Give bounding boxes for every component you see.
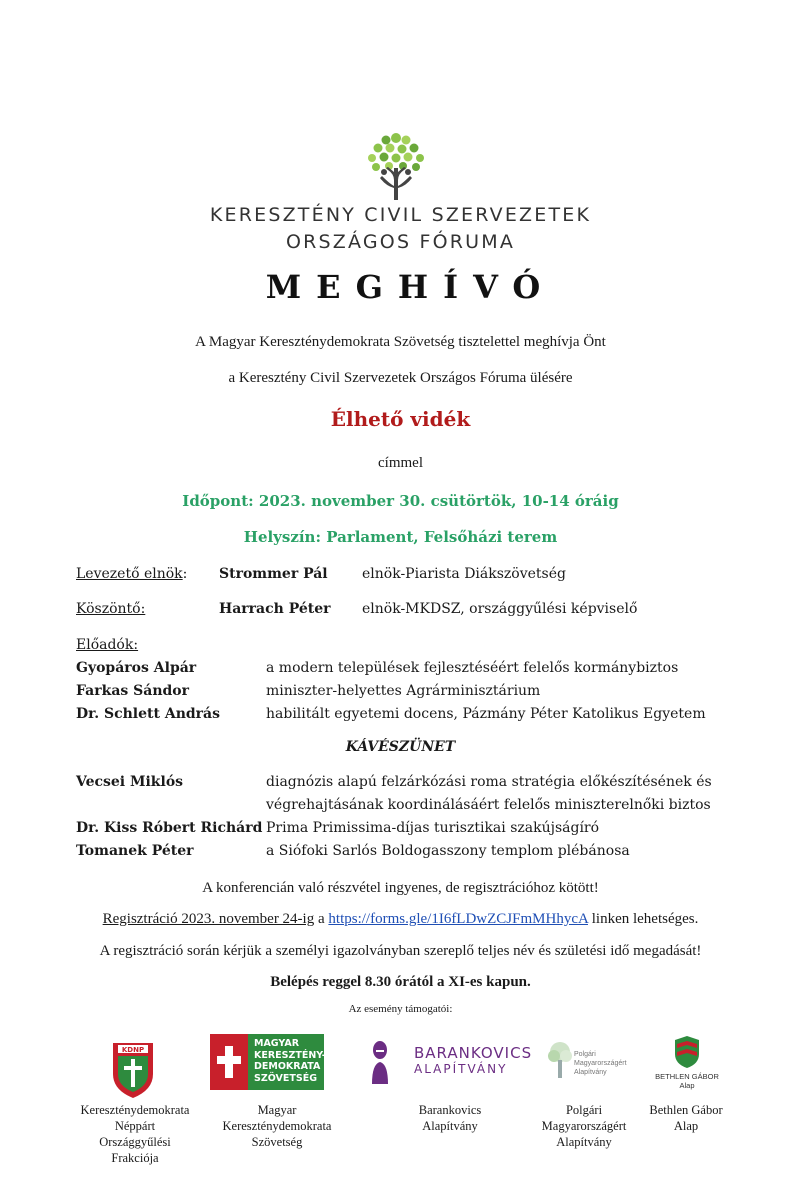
polgari-tree-icon: [546, 1040, 574, 1080]
speaker-role-cont: végrehajtásának koordinálásáért felelős miniszterelnőki biztos: [266, 797, 711, 813]
speaker-name: Dr. Schlett András: [76, 706, 220, 722]
mkdsz-logo: [210, 1034, 324, 1090]
kdnp-logo: [110, 1040, 156, 1100]
supporter-caption-mkdsz: Magyar Kereszténydemokrata Szövetség: [222, 1103, 332, 1149]
org-name-line1: KERESZTÉNY CIVIL SZERVEZETEK: [209, 204, 592, 226]
mkdsz-logo-text: KERESZTÉNY-: [254, 1049, 326, 1061]
intro-line-2: a Keresztény Civil Szervezetek Országos Fóruma ülésére: [228, 370, 573, 386]
greeting-label: Köszöntő:: [76, 601, 146, 617]
mkdsz-logo-text: SZÖVETSÉG: [254, 1072, 318, 1084]
intro-line-1: A Magyar Kereszténydemokrata Szövetség tisztelettel meghívja Önt: [195, 334, 606, 350]
speaker-role: a Siófoki Sarlós Boldogasszony templom plébánosa: [266, 843, 630, 859]
speaker-name: Vecsei Miklós: [76, 774, 184, 790]
bethlen-shield-icon: [672, 1034, 702, 1070]
entry-note: Belépés reggel 8.30 órától a XI-es kapun.: [270, 974, 531, 990]
registration-line: Regisztráció 2023. november 24-ig a https://forms.gle/1I6fLDwZCJFmMHhycA linken lehetséges.: [102, 911, 699, 927]
event-place: Helyszín: Parlament, Felsőházi terem: [243, 528, 558, 546]
supporter-caption-barankovics: Barankovics Alapítvány: [418, 1103, 482, 1133]
supporters-label: Az esemény támogatói:: [348, 1003, 453, 1015]
greeting-role: elnök-MKDSZ, országgyűlési képviselő: [362, 601, 638, 617]
page-title: MEGHÍVÓ: [265, 268, 556, 306]
speaker-name: Tomanek Péter: [76, 843, 194, 859]
speakers-label: Előadók:: [76, 637, 139, 653]
id-note: A regisztráció során kérjük a személyi igazolványban szereplő teljes név és születési idő megadását!: [99, 943, 702, 959]
speaker-name: Dr. Kiss Róbert Richárd: [76, 820, 263, 836]
kdnp-logo-text: KDNP: [121, 1046, 145, 1054]
moderator-label: Levezető elnök:: [76, 566, 188, 582]
mkdsz-logo-text: MAGYAR: [254, 1038, 300, 1049]
speaker-name: Gyopáros Alpár: [76, 660, 197, 676]
barankovics-portrait-icon: [370, 1038, 390, 1084]
speaker-role: Prima Primissima-díjas turisztikai szakújságíró: [266, 820, 600, 836]
free-participation-note: A konferencián való részvétel ingyenes, de regisztrációhoz kötött!: [202, 880, 599, 896]
barankovics-logo-text: BARANKOVICS: [414, 1044, 533, 1062]
supporter-caption-polgari: Polgári Magyarországért Alapítvány: [541, 1103, 627, 1149]
coffee-break: KÁVÉSZÜNET: [345, 739, 456, 755]
speaker-name: Farkas Sándor: [76, 683, 190, 699]
greeting-name: Harrach Péter: [219, 601, 331, 617]
bethlen-logo-text: BETHLEN GÁBOR Alap: [655, 1072, 719, 1090]
event-time: Időpont: 2023. november 30. csütörtök, 10-14 óráig: [182, 492, 619, 510]
moderator-role: elnök-Piarista Diákszövetség: [362, 566, 566, 582]
speaker-role: a modern települések fejlesztéséért felelős kormánybiztos: [266, 660, 679, 676]
org-name-line2: ORSZÁGOS FÓRUMA: [285, 231, 516, 253]
moderator-name: Strommer Pál: [219, 566, 328, 582]
supporter-caption-kdnp: Kereszténydemokrata Néppárt Országgyűlési Frakciója: [80, 1103, 190, 1165]
barankovics-logo-subtext: ALAPÍTVÁNY: [414, 1062, 508, 1076]
cimmel-text: címmel: [378, 455, 423, 471]
speaker-role: diagnózis alapú felzárkózási roma stratégia előkészítésének és: [266, 774, 712, 790]
speaker-role: habilitált egyetemi docens, Pázmány Péter Katolikus Egyetem: [266, 706, 706, 722]
event-title: Élhető vidék: [330, 407, 471, 431]
speaker-role: miniszter-helyettes Agrárminisztárium: [266, 683, 541, 699]
supporter-caption-bethlen: Bethlen Gábor Alap: [649, 1103, 723, 1133]
polgari-logo-text: Polgári Magyarországért Alapítvány: [574, 1051, 627, 1076]
mkdsz-logo-text: DEMOKRATA: [254, 1061, 321, 1072]
tree-logo-icon: [360, 128, 432, 204]
registration-link[interactable]: https://forms.gle/1I6fLDwZCJFmMHhycA: [328, 911, 588, 927]
